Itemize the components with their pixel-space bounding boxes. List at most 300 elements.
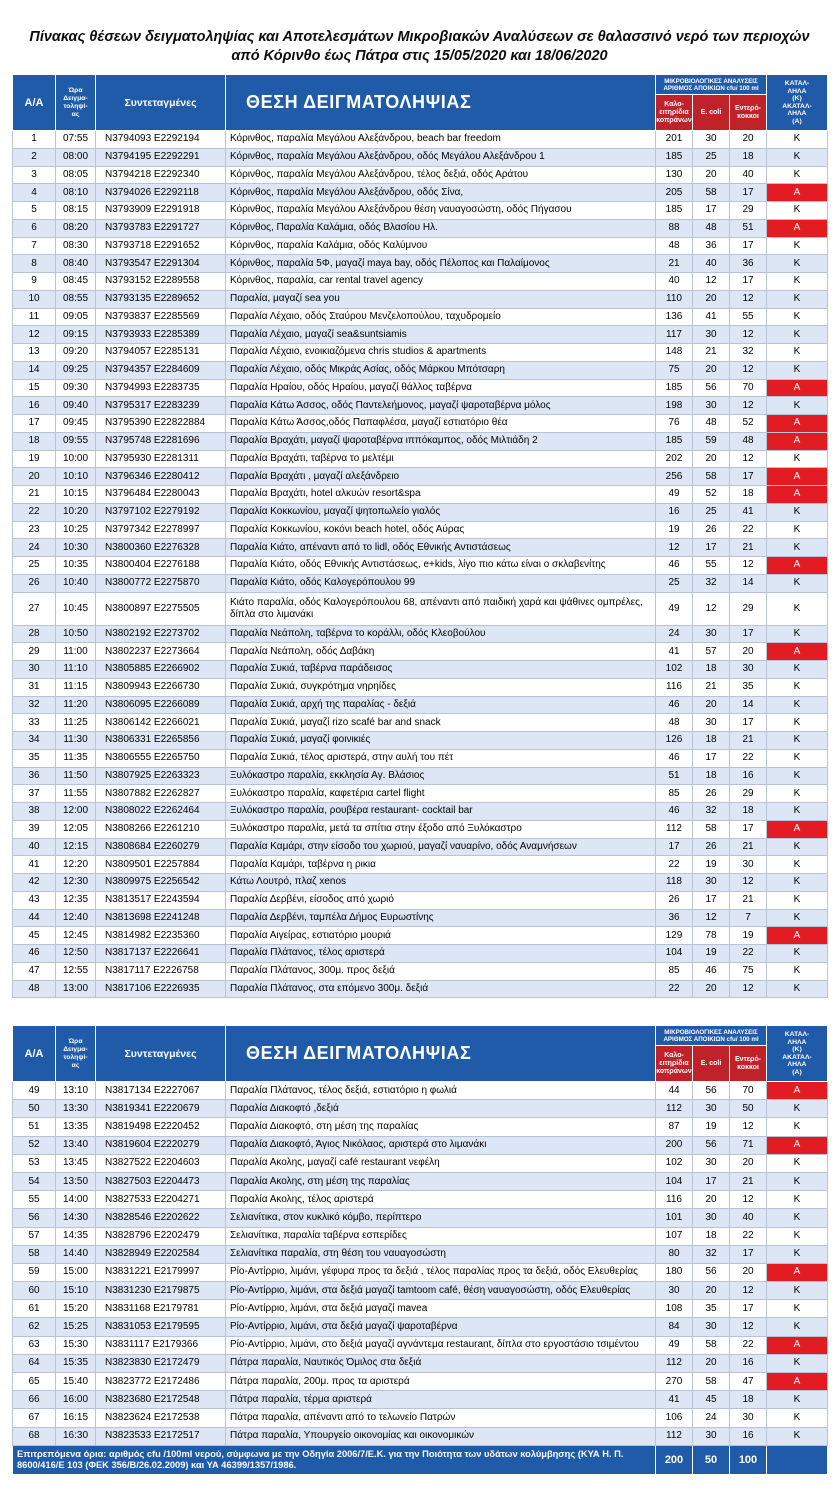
table-row [13, 643, 828, 661]
ecoli-value: 18 [693, 767, 730, 785]
suitability-result: Κ [767, 539, 828, 557]
ecoli-value: 12 [693, 592, 730, 625]
sampling-time: 11:00 [56, 643, 96, 661]
row-number: 56 [13, 1209, 56, 1227]
row-number: 58 [13, 1245, 56, 1263]
suitability-result: Κ [767, 1191, 828, 1209]
fecal-coliforms-value: 256 [656, 468, 693, 486]
sampling-time: 14:00 [56, 1191, 96, 1209]
row-number: 37 [13, 785, 56, 803]
enterococci-value: 29 [730, 785, 767, 803]
sampling-location: Παραλία Νεάπολη, ταβέρνα το κοράλλι, οδός Κλεοβούλου [226, 625, 656, 643]
sampling-time: 13:00 [56, 980, 96, 998]
sampling-location: Κόρινθος, παραλία Μεγάλου Αλεξάνδρου, τέλος δεξιά, οδός Αράτου [226, 166, 656, 184]
enterococci-value: 22 [730, 1336, 767, 1354]
fecal-coliforms-value: 22 [656, 980, 693, 998]
ecoli-value: 17 [693, 539, 730, 557]
ecoli-value: 25 [693, 503, 730, 521]
row-number: 18 [13, 432, 56, 450]
sampling-location: Παραλία Ακολης, μαγαζί café restaurant νεφέλη [226, 1154, 656, 1172]
ecoli-value: 30 [693, 1427, 730, 1445]
fecal-coliforms-value: 12 [656, 539, 693, 557]
header-ecoli-2: E. coli [693, 1046, 730, 1082]
sampling-location: Παραλία Δερβένι, ταμπέλα Δήμος Ευρωστίνης [226, 909, 656, 927]
table-row [13, 397, 828, 415]
enterococci-value: 30 [730, 1409, 767, 1427]
title-line-1: Πίνακας θέσεων δειγματοληψίας και Αποτελεσμάτων Μικροβιακών Αναλύσεων σε θαλασσινό νερό των περιοχών [29, 29, 810, 45]
row-number: 36 [13, 767, 56, 785]
fecal-coliforms-value: 106 [656, 1409, 693, 1427]
suitability-result: Κ [767, 732, 828, 750]
suitability-result: Κ [767, 1282, 828, 1300]
ecoli-value: 20 [693, 1191, 730, 1209]
sampling-location: Παραλία Κιάτο, οδός Εθνικής Αντιστάσεως, e+kids, λίγο πιο κάτω είναι ο σκλαβενίτης [226, 557, 656, 575]
table-row [13, 131, 828, 149]
coordinates: N3823624 E2172538 [96, 1409, 226, 1427]
enterococci-value: 18 [730, 486, 767, 504]
enterococci-value: 12 [730, 361, 767, 379]
sampling-location: Ρίο-Αντίρριο, λιμάνι, στα δεξιά μαγαζί mavea [226, 1300, 656, 1318]
sampling-location: Σελιανίτικα, παραλία ταβέρνα εσπερίδες [226, 1227, 656, 1245]
enterococci-value: 12 [730, 1318, 767, 1336]
enterococci-value: 12 [730, 290, 767, 308]
row-number: 17 [13, 415, 56, 433]
enterococci-value: 12 [730, 557, 767, 575]
row-number: 21 [13, 486, 56, 504]
ecoli-value: 20 [693, 1282, 730, 1300]
ecoli-value: 21 [693, 344, 730, 362]
table-row [13, 290, 828, 308]
row-number: 60 [13, 1282, 56, 1300]
suitability-result: Κ [767, 1154, 828, 1172]
ecoli-value: 18 [693, 1227, 730, 1245]
row-number: 30 [13, 661, 56, 679]
header-time: Ώρα Δειγμα- τοληψί- ας [56, 75, 96, 131]
ecoli-value: 30 [693, 326, 730, 344]
row-number: 15 [13, 379, 56, 397]
fecal-coliforms-value: 46 [656, 803, 693, 821]
sampling-time: 08:05 [56, 166, 96, 184]
table-row [13, 661, 828, 679]
coordinates: N3808022 E2262464 [96, 803, 226, 821]
enterococci-value: 40 [730, 166, 767, 184]
sampling-location: Παραλία Διακοφτό ,δεξιά [226, 1100, 656, 1118]
coordinates: N3793718 E2291652 [96, 237, 226, 255]
coordinates: N3808684 E2260279 [96, 838, 226, 856]
sampling-location: Παραλία Δερβένι, είσοδος από χωριό [226, 891, 656, 909]
coordinates: N3823680 E2172548 [96, 1391, 226, 1409]
coordinates: N3795930 E2281311 [96, 450, 226, 468]
sampling-location: Σελιανίτικα παραλία, στη θέση του ναυαγοσώστη [226, 1245, 656, 1263]
ecoli-value: 20 [693, 166, 730, 184]
suitability-result: Α [767, 219, 828, 237]
row-number: 19 [13, 450, 56, 468]
ecoli-value: 24 [693, 1409, 730, 1427]
table-row [13, 1154, 828, 1172]
coordinates: N3813698 E2241248 [96, 909, 226, 927]
enterococci-value: 20 [730, 131, 767, 149]
suitability-result: Κ [767, 1409, 828, 1427]
coordinates: N3819498 E2220452 [96, 1118, 226, 1136]
ecoli-value: 20 [693, 450, 730, 468]
header-suitability-2: ΚΑΤΑΛ- ΛΗΛΑ (Κ) ΑΚΑΤΑΛ- ΛΗΛΑ (Α) [767, 1026, 828, 1082]
suitability-result: Α [767, 643, 828, 661]
sampling-time: 10:00 [56, 450, 96, 468]
coordinates: N3819341 E2220679 [96, 1100, 226, 1118]
sampling-location: Παραλία Συκιά, μαγαζί φοινικιές [226, 732, 656, 750]
fecal-coliforms-value: 107 [656, 1227, 693, 1245]
coordinates: N3831230 E2179875 [96, 1282, 226, 1300]
sampling-location: Παραλία Λέχαιο, ενοικιαζόμενα chris studios & apartments [226, 344, 656, 362]
sampling-location: Παραλία Κάτω Άσσος,οδός Παπαφλέσα, μαγαζί εστιατόριο θέα [226, 415, 656, 433]
coordinates: N3800772 E2275870 [96, 574, 226, 592]
row-number: 35 [13, 749, 56, 767]
coordinates: N3793837 E2285569 [96, 308, 226, 326]
fecal-coliforms-value: 85 [656, 962, 693, 980]
coordinates: N3806555 E2265750 [96, 749, 226, 767]
sampling-location: Παραλία Καμάρι, ταβέρνα η ρικια [226, 856, 656, 874]
suitability-result: Κ [767, 1118, 828, 1136]
ecoli-value: 58 [693, 1373, 730, 1391]
ecoli-value: 48 [693, 219, 730, 237]
enterococci-value: 18 [730, 1391, 767, 1409]
suitability-result: Κ [767, 521, 828, 539]
fecal-coliforms-value: 148 [656, 344, 693, 362]
suitability-result: Κ [767, 326, 828, 344]
ecoli-value: 56 [693, 1082, 730, 1100]
suitability-result: Α [767, 1336, 828, 1354]
coordinates: N3828546 E2202622 [96, 1209, 226, 1227]
suitability-result: Κ [767, 785, 828, 803]
sampling-time: 15:40 [56, 1373, 96, 1391]
row-number: 55 [13, 1191, 56, 1209]
coordinates: N3828796 E2202479 [96, 1227, 226, 1245]
fecal-coliforms-value: 76 [656, 415, 693, 433]
coordinates: N3793933 E2285389 [96, 326, 226, 344]
suitability-result: Κ [767, 1227, 828, 1245]
sampling-time: 08:15 [56, 202, 96, 220]
table-row [13, 856, 828, 874]
table-row [13, 148, 828, 166]
coordinates: N3793909 E2291918 [96, 202, 226, 220]
ecoli-value: 19 [693, 1118, 730, 1136]
suitability-result: Κ [767, 1172, 828, 1190]
enterococci-value: 47 [730, 1373, 767, 1391]
coordinates: N3806095 E2266089 [96, 696, 226, 714]
table-row [13, 592, 828, 625]
document-title [0, 28, 839, 66]
sampling-location: Παραλία Κιάτο, οδός Καλογερόπουλου 99 [226, 574, 656, 592]
sampling-time: 11:50 [56, 767, 96, 785]
table-row [13, 379, 828, 397]
sampling-location: Παραλία Πλάτανος, 300μ. προς δεξιά [226, 962, 656, 980]
table-row [13, 732, 828, 750]
suitability-result: Κ [767, 749, 828, 767]
coordinates: N3817106 E2226935 [96, 980, 226, 998]
row-number: 57 [13, 1227, 56, 1245]
sampling-time: 10:35 [56, 557, 96, 575]
row-number: 13 [13, 344, 56, 362]
enterococci-value: 22 [730, 1227, 767, 1245]
table-row [13, 415, 828, 433]
ecoli-value: 58 [693, 468, 730, 486]
ecoli-value: 59 [693, 432, 730, 450]
row-number: 8 [13, 255, 56, 273]
table-body-1 [13, 131, 828, 998]
coordinates: N3794993 E2283735 [96, 379, 226, 397]
ecoli-value: 41 [693, 308, 730, 326]
enterococci-value: 22 [730, 749, 767, 767]
sampling-location: Κόρινθος, Παραλία Καλάμια, οδός Βλασίου Ηλ. [226, 219, 656, 237]
ecoli-value: 20 [693, 361, 730, 379]
sampling-time: 12:45 [56, 927, 96, 945]
coordinates: N3806142 E2266021 [96, 714, 226, 732]
fecal-coliforms-value: 102 [656, 1154, 693, 1172]
header-enterococci-2: Εντερό- κοκκοι [730, 1046, 767, 1082]
row-number: 63 [13, 1336, 56, 1354]
table-row [13, 468, 828, 486]
coordinates: N3807925 E2263323 [96, 767, 226, 785]
ecoli-value: 52 [693, 486, 730, 504]
enterococci-value: 16 [730, 767, 767, 785]
enterococci-value: 12 [730, 874, 767, 892]
header-suitability: ΚΑΤΑΛ- ΛΗΛΑ (Κ) ΑΚΑΤΑΛ- ΛΗΛΑ (Α) [767, 75, 828, 131]
fecal-coliforms-value: 88 [656, 219, 693, 237]
sampling-time: 08:40 [56, 255, 96, 273]
table-row [13, 1300, 828, 1318]
suitability-result: Κ [767, 767, 828, 785]
row-number: 16 [13, 397, 56, 415]
enterococci-value: 71 [730, 1136, 767, 1154]
suitability-result: Κ [767, 592, 828, 625]
row-number: 52 [13, 1136, 56, 1154]
table-row [13, 874, 828, 892]
sampling-location: Ρίο-Αντίρριο, λιμάνι, στο δεξιά μαγαζί αγνάντεμα restaurant, δίπλα στο εργοστάσιο τσιμέντου [226, 1336, 656, 1354]
sampling-time: 09:15 [56, 326, 96, 344]
enterococci-value: 17 [730, 1245, 767, 1263]
ecoli-value: 35 [693, 1300, 730, 1318]
fecal-coliforms-value: 24 [656, 625, 693, 643]
sampling-location: Παραλία Διακοφτό, στη μέση της παραλίας [226, 1118, 656, 1136]
table-row [13, 1100, 828, 1118]
ecoli-value: 30 [693, 397, 730, 415]
sampling-time: 10:15 [56, 486, 96, 504]
enterococci-value: 51 [730, 219, 767, 237]
sampling-time: 12:15 [56, 838, 96, 856]
row-number: 25 [13, 557, 56, 575]
ecoli-value: 26 [693, 785, 730, 803]
ecoli-value: 58 [693, 184, 730, 202]
table-row [13, 962, 828, 980]
enterococci-value: 21 [730, 1172, 767, 1190]
row-number: 5 [13, 202, 56, 220]
sampling-time: 10:45 [56, 592, 96, 625]
table-row [13, 1136, 828, 1154]
ecoli-value: 18 [693, 661, 730, 679]
header-aa-2: Α/Α [13, 1026, 56, 1082]
sampling-time: 12:20 [56, 856, 96, 874]
suitability-result: Κ [767, 625, 828, 643]
suitability-result: Α [767, 468, 828, 486]
header-micro-analyses: ΜΙΚΡΟΒΙΟΛΟΓΙΚΕΣ ΑΝΑΛΥΣΕΙΣ ΑΡΙΘΜΟΣ ΑΠΟΙΚΙΩΝ cfu/ 100 ml [656, 75, 767, 95]
fecal-coliforms-value: 48 [656, 237, 693, 255]
suitability-result: Α [767, 486, 828, 504]
row-number: 26 [13, 574, 56, 592]
enterococci-value: 16 [730, 1427, 767, 1445]
table-row [13, 1391, 828, 1409]
sampling-location: Παραλία Κιάτο, απέναντι από το lidl, οδός Εθνικής Αντιστάσεως [226, 539, 656, 557]
sampling-location: Παραλία Συκιά, μαγαζί rizo scafé bar and snack [226, 714, 656, 732]
table-row [13, 1354, 828, 1372]
fecal-coliforms-value: 46 [656, 749, 693, 767]
table-row [13, 1118, 828, 1136]
ecoli-value: 30 [693, 1209, 730, 1227]
sampling-time: 09:40 [56, 397, 96, 415]
fecal-coliforms-value: 185 [656, 148, 693, 166]
enterococci-value: 20 [730, 643, 767, 661]
header-aa: Α/Α [13, 75, 56, 131]
fecal-coliforms-value: 110 [656, 290, 693, 308]
coordinates: N3806331 E2265856 [96, 732, 226, 750]
ecoli-value: 32 [693, 574, 730, 592]
row-number: 23 [13, 521, 56, 539]
fecal-coliforms-value: 21 [656, 255, 693, 273]
fecal-coliforms-value: 75 [656, 361, 693, 379]
fecal-coliforms-value: 270 [656, 1373, 693, 1391]
fecal-coliforms-value: 40 [656, 273, 693, 291]
sampling-location: Κόρινθος, παραλία Μεγάλου Αλεξάνδρου, οδός Σίνα, [226, 184, 656, 202]
ecoli-value: 30 [693, 625, 730, 643]
suitability-result: Α [767, 184, 828, 202]
ecoli-value: 30 [693, 1100, 730, 1118]
table-row [13, 1082, 828, 1100]
table-row [13, 486, 828, 504]
suitability-result: Α [767, 557, 828, 575]
enterococci-value: 55 [730, 308, 767, 326]
ecoli-value: 19 [693, 945, 730, 963]
row-number: 54 [13, 1172, 56, 1190]
enterococci-value: 50 [730, 1100, 767, 1118]
row-number: 6 [13, 219, 56, 237]
sampling-time: 13:30 [56, 1100, 96, 1118]
row-number: 64 [13, 1354, 56, 1372]
enterococci-value: 20 [730, 1154, 767, 1172]
limit-empty-cell [767, 1445, 828, 1474]
suitability-result: Κ [767, 714, 828, 732]
ecoli-value: 57 [693, 643, 730, 661]
sampling-location: Πάτρα παραλία, Ναυτικός Όμιλος στα δεξιά [226, 1354, 656, 1372]
fecal-coliforms-value: 25 [656, 574, 693, 592]
sampling-time: 15:00 [56, 1263, 96, 1281]
enterococci-value: 29 [730, 592, 767, 625]
header-fecal-coliforms: Καλο- ειτηρίδια κοπράνων [656, 95, 693, 131]
ecoli-value: 19 [693, 856, 730, 874]
table-row [13, 184, 828, 202]
enterococci-value: 35 [730, 678, 767, 696]
suitability-result: Α [767, 1263, 828, 1281]
coordinates: N3823533 E2172517 [96, 1427, 226, 1445]
sampling-time: 08:00 [56, 148, 96, 166]
row-number: 47 [13, 962, 56, 980]
coordinates: N3794195 E2292291 [96, 148, 226, 166]
coordinates: N3802237 E2273664 [96, 643, 226, 661]
table-row [13, 521, 828, 539]
enterococci-value: 22 [730, 521, 767, 539]
suitability-result: Α [767, 820, 828, 838]
fecal-coliforms-value: 22 [656, 856, 693, 874]
sampling-time: 14:30 [56, 1209, 96, 1227]
coordinates: N3813517 E2243594 [96, 891, 226, 909]
ecoli-value: 30 [693, 131, 730, 149]
sampling-time: 09:45 [56, 415, 96, 433]
table-row [13, 767, 828, 785]
table-row [13, 1409, 828, 1427]
suitability-result: Α [767, 415, 828, 433]
fecal-coliforms-value: 19 [656, 521, 693, 539]
enterococci-value: 17 [730, 625, 767, 643]
enterococci-value: 17 [730, 820, 767, 838]
sampling-location: Παραλία Αιγείρας, εστιατόριο μουριά [226, 927, 656, 945]
ecoli-value: 12 [693, 909, 730, 927]
sampling-location: Πάτρα παραλία, τέρμα αριστερά [226, 1391, 656, 1409]
row-number: 34 [13, 732, 56, 750]
row-number: 28 [13, 625, 56, 643]
enterococci-value: 17 [730, 184, 767, 202]
fecal-coliforms-value: 112 [656, 1354, 693, 1372]
sampling-location: Ξυλόκαστρο παραλία, ρουβέρα restaurant- cocktail bar [226, 803, 656, 821]
sampling-location: Παραλία Κοκκωνίου, μαγαζί ψητοπωλείο γιαλός [226, 503, 656, 521]
suitability-result: Κ [767, 166, 828, 184]
ecoli-value: 30 [693, 1154, 730, 1172]
enterococci-value: 18 [730, 803, 767, 821]
coordinates: N3793547 E2291304 [96, 255, 226, 273]
ecoli-value: 40 [693, 255, 730, 273]
enterococci-value: 12 [730, 397, 767, 415]
ecoli-value: 32 [693, 803, 730, 821]
coordinates: N3794093 E2292194 [96, 131, 226, 149]
row-number: 39 [13, 820, 56, 838]
table-row [13, 803, 828, 821]
row-number: 50 [13, 1100, 56, 1118]
ecoli-value: 20 [693, 1354, 730, 1372]
sampling-location: Παραλία Ακολης, τέλος αριστερά [226, 1191, 656, 1209]
sampling-time: 11:35 [56, 749, 96, 767]
fecal-coliforms-value: 85 [656, 785, 693, 803]
sampling-time: 08:10 [56, 184, 96, 202]
suitability-result: Κ [767, 131, 828, 149]
table-row [13, 539, 828, 557]
sampling-location: Παραλία Πλάτανος, τέλος δεξιά, εστιατόριο η φωλιά [226, 1082, 656, 1100]
ecoli-value: 20 [693, 980, 730, 998]
suitability-result: Κ [767, 450, 828, 468]
suitability-result: Κ [767, 980, 828, 998]
fecal-coliforms-value: 49 [656, 1336, 693, 1354]
table-row [13, 1427, 828, 1445]
table-row [13, 1227, 828, 1245]
header-ecoli: E. coli [693, 95, 730, 131]
header-time-2: Ώρα Δειγμα- τοληψί- ας [56, 1026, 96, 1082]
ecoli-value: 32 [693, 1245, 730, 1263]
row-number: 53 [13, 1154, 56, 1172]
fecal-coliforms-value: 84 [656, 1318, 693, 1336]
sampling-location: Παραλία Καμάρι, στην είσοδο του χωριού, μαγαζί ναυαρίνο, οδός Αναμνήσεων [226, 838, 656, 856]
enterococci-value: 16 [730, 1354, 767, 1372]
fecal-coliforms-value: 185 [656, 379, 693, 397]
enterococci-value: 20 [730, 1263, 767, 1281]
fecal-coliforms-value: 116 [656, 1191, 693, 1209]
row-number: 10 [13, 290, 56, 308]
fecal-coliforms-value: 118 [656, 874, 693, 892]
